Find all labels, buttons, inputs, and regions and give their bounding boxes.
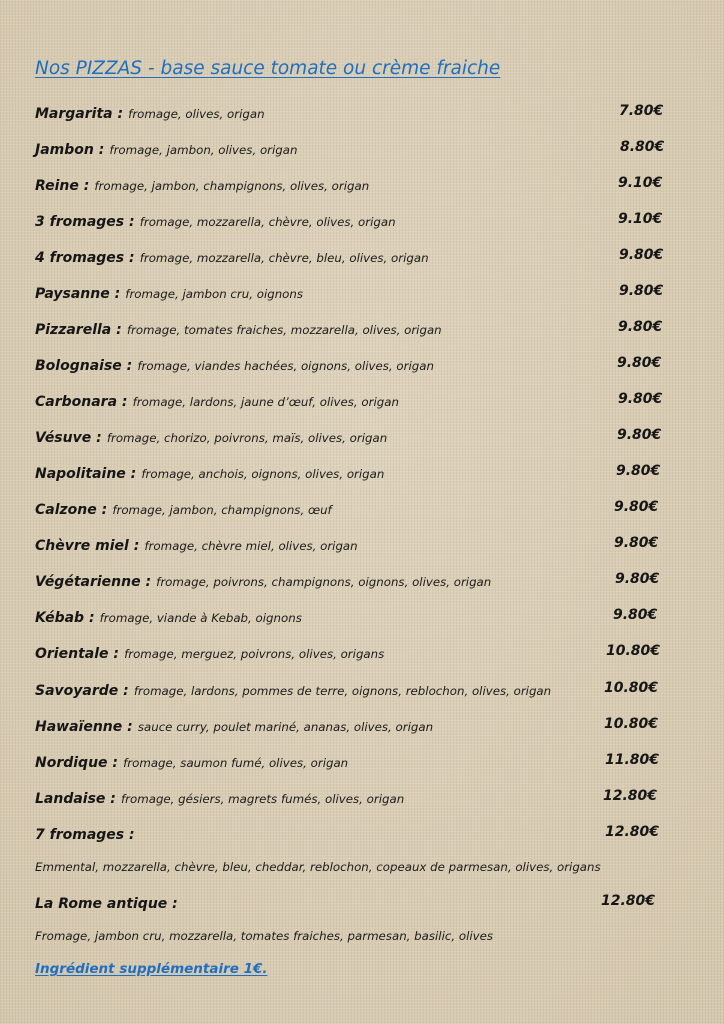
pizza-row — [35, 211, 665, 235]
menu-title — [35, 58, 500, 79]
pizza-description: fromage, poivrons, champignons, oignons, olives, origan — [156, 575, 492, 589]
pizza-description: fromage, jambon cru, oignons — [125, 287, 304, 301]
pizza-name: Pizzarella : — [35, 322, 122, 338]
pizza-price: 9.80€ — [613, 607, 658, 623]
pizza-description: fromage, lardons, pommes de terre, oignons, reblochon, olives, origan — [133, 684, 552, 698]
pizza-description: fromage, chèvre miel, olives, origan — [144, 539, 358, 553]
pizza-name: Hawaïenne : — [35, 719, 133, 735]
pizza-price: 9.80€ — [619, 283, 664, 299]
menu-title-prefix: Nos PIZZAS - — [35, 58, 161, 79]
pizza-description: sauce curry, poulet mariné, ananas, olives, origan — [137, 720, 434, 734]
pizza-row — [35, 643, 665, 667]
pizza-price: 9.10€ — [618, 211, 663, 227]
pizza-row — [35, 680, 665, 704]
pizza-price: 9.80€ — [619, 247, 664, 263]
pizza-description: fromage, jambon, champignons, olives, origan — [94, 179, 370, 193]
pizza-price: 12.80€ — [601, 893, 656, 909]
pizza-description: fromage, anchois, oignons, olives, origan — [141, 467, 385, 481]
pizza-row — [35, 535, 665, 559]
pizza-description-rome-antique: Fromage, jambon cru, mozzarella, tomates fraiches, parmesan, basilic, olives — [35, 929, 494, 943]
pizza-description: fromage, viandes hachées, oignons, olives, origan — [137, 359, 434, 373]
pizza-description: fromage, mozzarella, chèvre, bleu, olives, origan — [139, 251, 429, 265]
pizza-description: fromage, saumon fumé, olives, origan — [123, 756, 349, 770]
pizza-description: fromage, tomates fraiches, mozzarella, olives, origan — [126, 323, 442, 337]
pizza-price: 9.80€ — [617, 355, 662, 371]
pizza-price: 9.80€ — [618, 391, 663, 407]
pizza-name: Nordique : — [35, 755, 119, 771]
pizza-row — [35, 247, 665, 271]
pizza-price: 9.80€ — [617, 427, 662, 443]
pizza-price: 9.80€ — [615, 571, 660, 587]
pizza-row — [35, 283, 665, 307]
pizza-name: Végétarienne : — [35, 574, 152, 590]
pizza-price: 12.80€ — [603, 788, 658, 804]
pizza-row — [35, 391, 665, 415]
pizza-row — [35, 463, 665, 487]
pizza-row — [35, 752, 665, 776]
pizza-name: Calzone : — [35, 502, 108, 518]
pizza-row — [35, 571, 665, 595]
pizza-row — [35, 355, 665, 379]
pizza-description: fromage, lardons, jaune d’œuf, olives, origan — [132, 395, 399, 409]
pizza-description: fromage, jambon, olives, origan — [109, 143, 298, 157]
pizza-name: Landaise : — [35, 791, 116, 807]
pizza-price: 9.80€ — [616, 463, 661, 479]
pizza-price: 12.80€ — [605, 824, 660, 840]
pizza-price: 10.80€ — [604, 716, 659, 732]
pizza-description: fromage, gésiers, magrets fumés, olives, origan — [121, 792, 405, 806]
pizza-name: 4 fromages : — [35, 250, 135, 266]
pizza-description: fromage, chorizo, poivrons, maïs, olives, origan — [106, 431, 388, 445]
pizza-price: 9.80€ — [618, 319, 663, 335]
pizza-row — [35, 607, 665, 631]
pizza-name: 7 fromages : — [35, 827, 135, 843]
pizza-row — [35, 788, 665, 812]
pizza-name: Carbonara : — [35, 394, 128, 410]
pizza-price: 9.80€ — [614, 535, 659, 551]
pizza-price: 7.80€ — [619, 103, 664, 119]
supplement-note: Ingrédient supplémentaire 1€. — [35, 961, 268, 977]
pizza-name: 3 fromages : — [35, 214, 135, 230]
pizza-row — [35, 499, 665, 523]
pizza-row — [35, 716, 665, 740]
pizza-price: 9.80€ — [614, 499, 659, 515]
pizza-price: 9.10€ — [618, 175, 663, 191]
pizza-row — [35, 139, 665, 163]
menu-title-suffix: base sauce tomate ou crème fraiche — [160, 58, 501, 79]
pizza-description: fromage, viande à Kebab, oignons — [99, 611, 302, 625]
pizza-name: Vésuve : — [35, 430, 102, 446]
pizza-description-7-fromages: Emmental, mozzarella, chèvre, bleu, cheddar, reblochon, copeaux de parmesan, olives, origans — [35, 860, 601, 874]
pizza-description: fromage, olives, origan — [128, 107, 265, 121]
pizza-price: 8.80€ — [620, 139, 665, 155]
pizza-price: 10.80€ — [606, 643, 661, 659]
pizza-row — [35, 175, 665, 199]
pizza-name: Paysanne : — [35, 286, 121, 302]
pizza-name: Savoyarde : — [35, 683, 129, 699]
pizza-row-rome-antique — [35, 893, 665, 917]
pizza-description: fromage, mozzarella, chèvre, olives, origan — [139, 215, 396, 229]
pizza-name: Bolognaise : — [35, 358, 133, 374]
pizza-row — [35, 427, 665, 451]
pizza-name: Kébab : — [35, 610, 95, 626]
pizza-name: Orientale : — [35, 646, 119, 662]
pizza-row — [35, 103, 665, 127]
pizza-price: 11.80€ — [605, 752, 660, 768]
pizza-row — [35, 319, 665, 343]
pizza-name: Reine : — [35, 178, 90, 194]
pizza-name: Chèvre miel : — [35, 538, 140, 554]
pizza-price: 10.80€ — [604, 680, 659, 696]
pizza-row-7-fromages — [35, 824, 665, 848]
pizza-name: Napolitaine : — [35, 466, 137, 482]
pizza-name: La Rome antique : — [35, 896, 178, 912]
pizza-name: Margarita : — [35, 106, 124, 122]
pizza-description: fromage, jambon, champignons, œuf — [112, 503, 332, 517]
pizza-name: Jambon : — [35, 142, 105, 158]
pizza-description: fromage, merguez, poivrons, olives, origans — [124, 647, 385, 661]
